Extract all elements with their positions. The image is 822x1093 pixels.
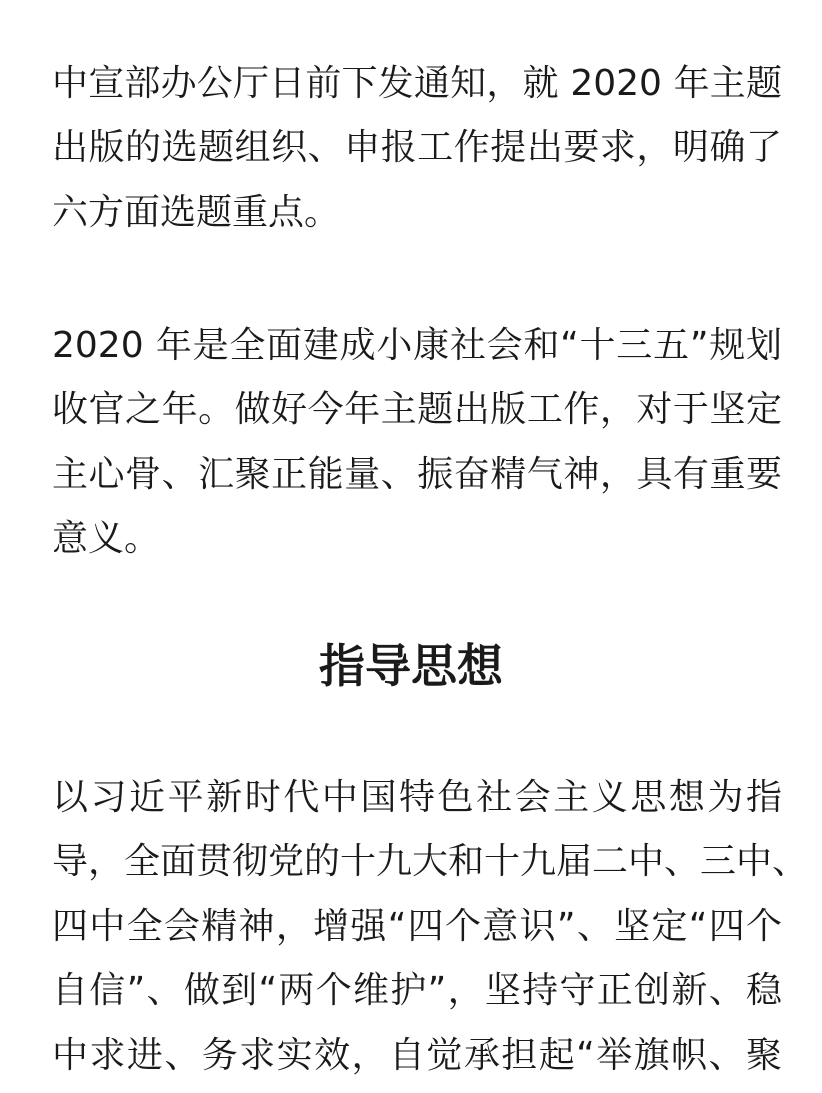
paragraph-2-line-3: 主心骨、汇聚正能量、振奋精气神，具有重要 xyxy=(52,454,782,495)
paragraph-2-line-4: 意义。 xyxy=(52,518,161,559)
section-paragraph-line-2: 导，全面贯彻党的十九大和十九届二中、三中、 xyxy=(52,841,809,882)
paragraph-2-line-2: 收官之年。做好今年主题出版工作，对于坚定 xyxy=(52,389,782,430)
section-paragraph-line-1: 以习近平新时代中国特色社会主义思想为指 xyxy=(52,777,782,818)
paragraph-1-line-3: 六方面选题重点。 xyxy=(52,192,341,233)
paragraph-2-line-1: 2020 年是全面建成小康社会和“十三五”规划 xyxy=(52,325,782,366)
section-paragraph-line-4: 自信”、做到“两个维护”，坚持守正创新、稳 xyxy=(52,970,782,1011)
section-heading: 指导思想 xyxy=(319,639,503,693)
paragraph-1-line-1: 中宣部办公厅日前下发通知，就 2020 年主题 xyxy=(52,63,782,104)
paragraph-1-line-2: 出版的选题组织、申报工作提出要求，明确了 xyxy=(52,127,782,168)
section-paragraph-line-5: 中求进、务求实效，自觉承担起“举旗帜、聚 xyxy=(52,1035,782,1076)
section-paragraph-line-3: 四中全会精神，增强“四个意识”、坚定“四个 xyxy=(52,906,782,947)
